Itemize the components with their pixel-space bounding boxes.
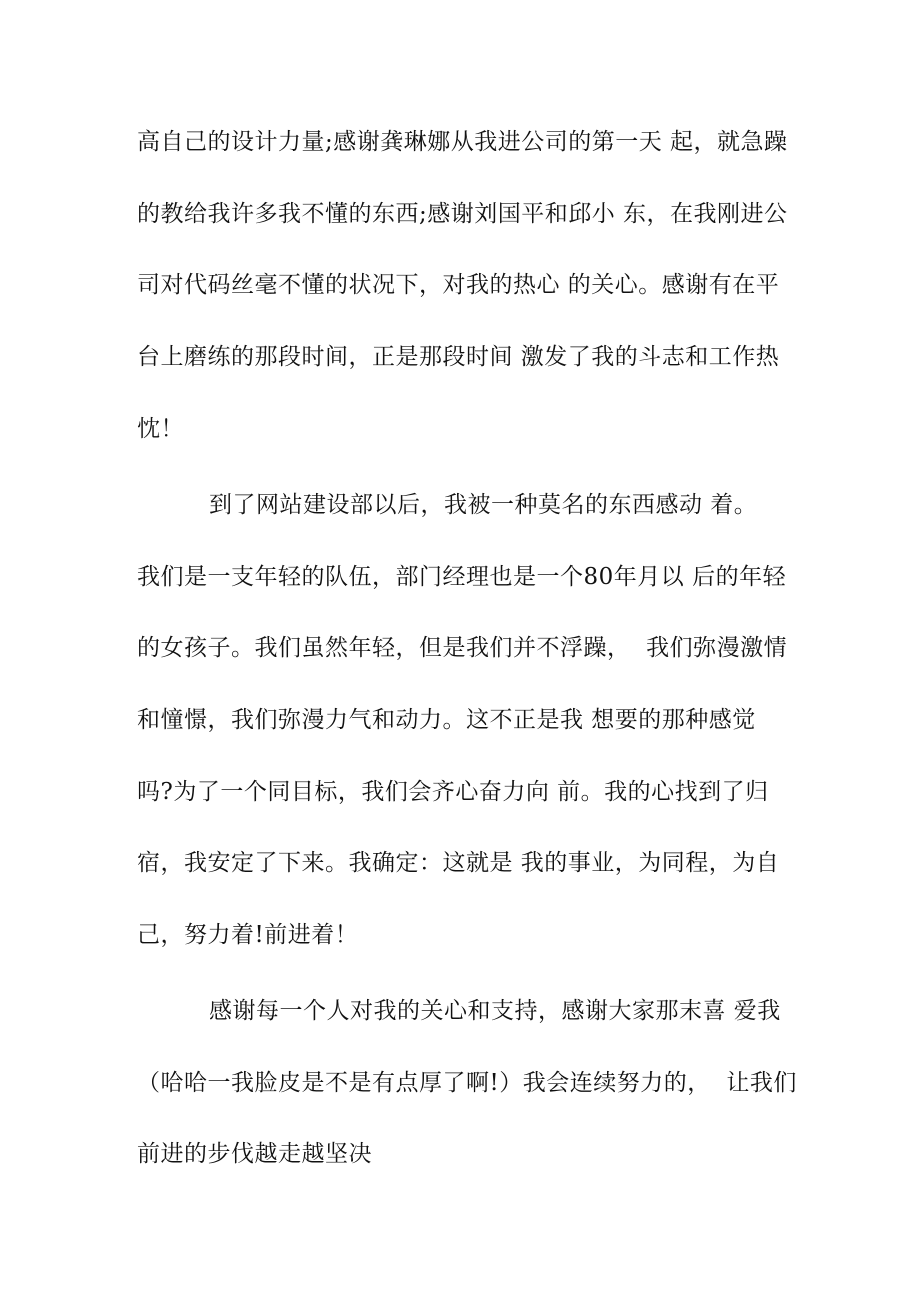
paragraph-2-line-3: 的女孩子。我们虽然年轻，但是我们并不浮躁， 我们弥漫激情 xyxy=(137,635,788,661)
paragraph-1-line-4: 台上磨练的那段时间，正是那段时间 激发了我的斗志和工作热 xyxy=(137,344,780,370)
paragraph-3-line-3: 前进的步伐越走越坚决 xyxy=(137,1141,372,1167)
paragraph-2-line-1: 到了网站建设部以后，我被一种莫名的东西感动 着。 xyxy=(209,492,758,518)
paragraph-2-line-2: 我们是一支年轻的队伍，部门经理也是一个80年月以 后的年轻 xyxy=(137,564,787,590)
paragraph-3-line-1: 感谢每一个人对我的关心和支持，感谢大家那末喜 爱我 xyxy=(209,998,781,1024)
paragraph-1-line-1: 高自己的设计力量;感谢龚琳娜从我进公司的第一天 起，就急躁 xyxy=(137,129,788,155)
paragraph-2-line-5: 吗?为了一个同目标，我们会齐心奋力向 前。我的心找到了归 xyxy=(137,779,769,805)
paragraph-3-line-2: （哈哈一我脸皮是不是有点厚了啊!）我会连续努力的， 让我们 xyxy=(137,1070,797,1096)
paragraph-2-line-7: 己，努力着!前进着！ xyxy=(137,922,359,948)
paragraph-1-line-5: 忱！ xyxy=(137,416,184,442)
paragraph-2-line-4: 和憧憬，我们弥漫力气和动力。这不正是我 想要的那种感觉 xyxy=(137,707,756,733)
paragraph-1-line-3: 司对代码丝毫不懂的状况下，对我的热心 的关心。感谢有在平 xyxy=(137,272,780,298)
paragraph-2-line-6: 宿，我安定了下来。我确定：这就是 我的事业，为同程，为自 xyxy=(137,850,780,876)
paragraph-1-line-2: 的教给我许多我不懂的东西;感谢刘国平和邱小 东，在我刚进公 xyxy=(137,201,788,227)
